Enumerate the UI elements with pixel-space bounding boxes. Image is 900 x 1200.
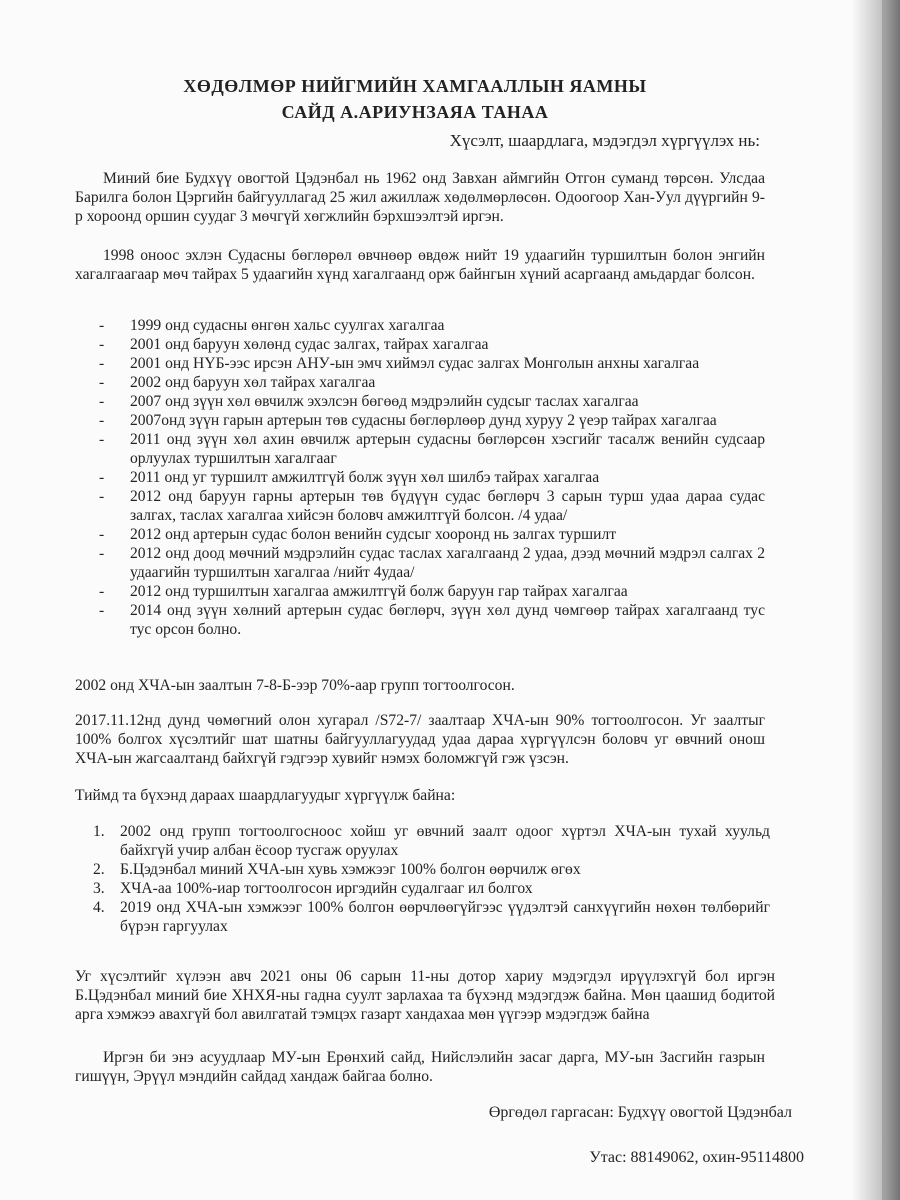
- list-dash: -: [99, 545, 105, 562]
- copies-paragraph: Иргэн би энэ асуудлаар МУ-ын Ерөнхий сайд, Нийслэлийн засаг дарга, МУ-ын Засгийн газрын гишүүн, Эрүүл мэндийн сайдад хандаж байгаа болно.: [75, 1049, 765, 1085]
- list-dash: -: [99, 393, 105, 410]
- list-dash: -: [99, 374, 105, 391]
- document-subtitle: Хүсэлт, шаардлага, мэдэгдэл хүргүүлэх нь:: [449, 131, 760, 150]
- list-item-text: 2007 онд зүүн хөл өвчилж эхэлсэн бөгөөд мэдрэлийн судсыг таслах хагалгаа: [130, 393, 639, 410]
- list-dash: -: [99, 431, 105, 448]
- list-item-text: 2019 онд ХЧА-ын хэмжээг 100% болгон өөрчлөөгүйгээс үүдэлтэй санхүүгийн нөхөн төлбөрийг бүрэн гаргуулах: [120, 899, 770, 935]
- demand-intro-paragraph: Тиймд та бүхэнд дараах шаардлагуудыг хүргүүлж байна:: [75, 787, 456, 804]
- list-item: [75, 822, 770, 860]
- list-item: [75, 354, 765, 373]
- phone-line: Утас: 88149062, охин-95114800: [589, 1149, 804, 1166]
- document-title-line-2: САЙД А.АРИУНЗАЯА ТАНАА: [281, 102, 549, 122]
- list-item: [75, 316, 765, 335]
- list-item: [75, 373, 765, 392]
- list-item: [75, 582, 765, 601]
- list-dash: -: [99, 469, 105, 486]
- list-item-text: ХЧА-аа 100%-иар тогтоолгосон иргэдийн судалгааг ил болгох: [120, 880, 533, 897]
- list-item-text: 2014 онд зүүн хөлний артерын судас бөглөрч, зүүн хөл дунд чөмгөөр тайрах хагалгаанд тус тус орсон болно.: [130, 602, 765, 638]
- list-item-text: 2012 онд артерын судас болон венийн судсыг хооронд нь залгах туршилт: [130, 526, 617, 543]
- list-item: [75, 335, 765, 354]
- list-item: [75, 544, 765, 582]
- list-dash: -: [99, 583, 105, 600]
- list-item-text: 2011 онд зүүн хөл ахин өвчилж артерын судасны бөглөрсөн хэсгийг тасалж венийн судсаар орлуулах туршилтын хагалгааг: [130, 431, 765, 467]
- list-item: [75, 487, 765, 525]
- warning-paragraph: Уг хүсэлтийг хүлээн авч 2021 оны 06 сарын 11-ны дотор хариу мэдэгдэл ирүүлэхгүй бол иргэн Б.Цэдэнбал миний бие ХНХЯ-ны гадна суулт зарлахаа та бүхэнд мэдэгдэж байна. Мөн цаашид бодитой арга хэмжээ авахгүй бол авилгатай тэмцэх газарт хандахаа мөн үүгээр мэдэгдэж байна: [75, 968, 775, 1023]
- list-item-text: 2002 онд баруун хөл тайрах хагалгаа: [130, 374, 376, 391]
- list-dash: -: [99, 336, 105, 353]
- list-item: [75, 411, 765, 430]
- list-item: [75, 468, 765, 487]
- list-item-text: 2002 онд групп тогтоолгосноос хойш уг өвчний заалт одоог хүртэл ХЧА-ын тухай хуульд байхгүй учир албан ёсоор тусгаж оруулах: [120, 823, 770, 859]
- group-2002-paragraph: 2002 онд ХЧА-ын заалтын 7-8-Б-ээр 70%-аар групп тогтоолгосон.: [75, 677, 515, 694]
- list-item: [75, 860, 770, 879]
- list-item-text: 2012 онд баруун гарны артерын төв бүдүүн судас бөглөрч 3 сарын турш удаа дараа судас залгах, таслах хагалгаа хийсэн боловч амжилтгүй болсон. /4 удаа/: [130, 488, 765, 524]
- signature-line: Өргөдөл гаргасан: Будхүү овогтой Цэдэнбал: [488, 1104, 792, 1121]
- list-item-text: 2001 онд НҮБ-ээс ирсэн АНУ-ын эмч хиймэл судас залгах Монголын анхны хагалгаа: [130, 355, 700, 372]
- list-item: [75, 430, 765, 468]
- list-dash: -: [99, 488, 105, 505]
- list-number: 4.: [93, 899, 105, 916]
- list-item: [75, 879, 770, 898]
- list-item: [75, 392, 765, 411]
- list-dash: -: [99, 526, 105, 543]
- history-paragraph: 1998 оноос эхлэн Судасны бөглөрөл өвчнөөр өвдөж нийт 19 удаагийн туршилтын болон энгийн хагалгаагаар мөч тайрах 5 удаагийн хүнд хагалгаанд орж байнгын хүний асаргаанд амьдардаг болсон.: [75, 247, 765, 283]
- document-title-line-1: ХӨДӨЛМӨР НИЙГМИЙН ХАМГААЛЛЫН ЯАМНЫ: [183, 76, 647, 96]
- list-item-text: 2001 онд баруун хөлөнд судас залгах, тайрах хагалгаа: [130, 336, 489, 353]
- list-item: [75, 525, 765, 544]
- list-item-text: 2012 онд туршилтын хагалгаа амжилтгүй болж баруун гар тайрах хагалгаа: [130, 583, 628, 600]
- list-dash: -: [99, 317, 105, 334]
- list-item: [75, 601, 765, 639]
- list-number: 2.: [93, 861, 105, 878]
- list-number: 1.: [93, 823, 105, 840]
- list-item-text: 1999 онд судасны өнгөн хальс суулгах хагалгаа: [130, 317, 445, 334]
- demand-list: [75, 822, 770, 936]
- list-item-text: 2012 онд доод мөчний мэдрэлийн судас таслах хагалгаанд 2 удаа, дээд мөчний мэдрэл салгах 2 удаагийн туршилтын хагалгаа /нийт 4удаа/: [130, 545, 765, 581]
- list-number: 3.: [93, 880, 105, 897]
- list-item-text: 2011 онд уг туршилт амжилтгүй болж зүүн хөл шилбэ тайрах хагалгаа: [130, 469, 600, 486]
- intro-paragraph: Миний бие Будхүү овогтой Цэдэнбал нь 1962 онд Завхан аймгийн Отгон суманд төрсөн. Улсдаа Барилга болон Цэргийн байгууллагад 25 жил ажиллаж хөдөлмөрлөсөн. Одоогоор Хан-Уул дүүргийн 9-р хороонд оршин суудаг 3 мөчгүй хөгжлийн бэрхшээлтэй иргэн.: [75, 170, 765, 225]
- list-dash: -: [99, 355, 105, 372]
- list-item-text: Б.Цэдэнбал миний ХЧА-ын хувь хэмжээг 100% болгон өөрчилж өгөх: [120, 861, 581, 878]
- list-dash: -: [99, 412, 105, 429]
- list-dash: -: [99, 602, 105, 619]
- decision-2017-paragraph: 2017.11.12нд дунд чөмөгний олон хугарал /S72-7/ заалтаар ХЧА-ын 90% тогтоолгосон. Уг заалтыг 100% болгох хүсэлтийг шат шатны байгууллагуудад удаа дараа хүргүүлсэн боловч уг өвчний онош ХЧА-ын жагсаалтанд байхгүй гэдгээр хувийг нэмэх боломжгүй гэж үзсэн.: [75, 712, 765, 767]
- list-item: [75, 898, 770, 936]
- surgery-list: [75, 316, 765, 639]
- list-item-text: 2007онд зүүн гарын артерын төв судасны бөглөрлөөр дунд хуруу 2 үеэр тайрах хагалгаа: [130, 412, 717, 429]
